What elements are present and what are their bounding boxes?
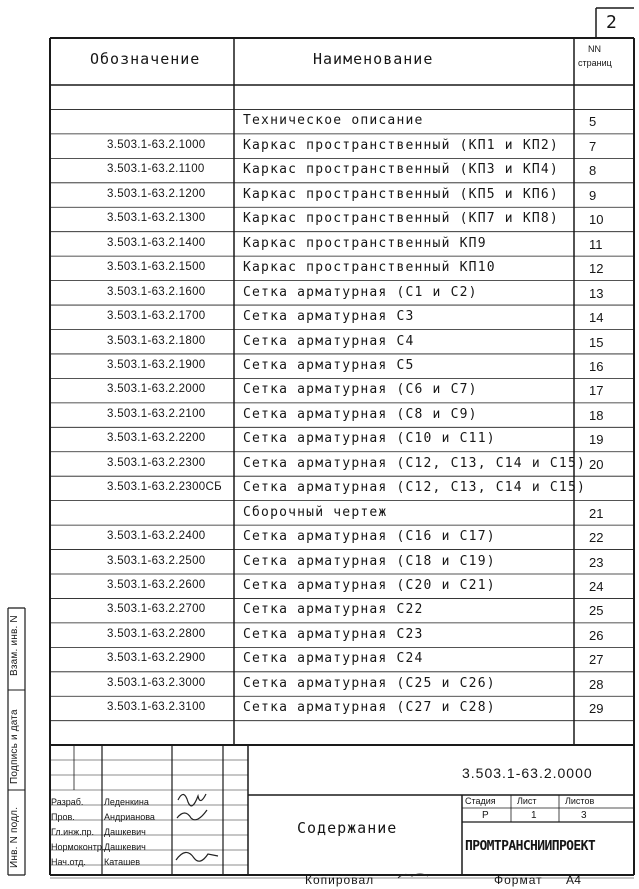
row-name: Сетка арматурная (С10 и С11) xyxy=(243,431,496,447)
row-page-number: 18 xyxy=(589,407,604,423)
row-page-number: 10 xyxy=(589,212,604,228)
row-code: 3.503.1-63.2.2400 xyxy=(107,530,206,543)
row-code: 3.503.1-63.2.1100 xyxy=(107,163,205,176)
row-page-number: 12 xyxy=(589,261,604,277)
column-header-code: Обозначение xyxy=(90,50,201,68)
row-name: Сетка арматурная (С6 и С7) xyxy=(243,382,478,398)
row-page-number: 13 xyxy=(589,285,604,301)
row-code: 3.503.1-63.2.2500 xyxy=(107,554,206,567)
row-code: 3.503.1-63.2.3000 xyxy=(107,676,206,689)
row-page-number: 17 xyxy=(589,383,604,399)
row-code: 3.503.1-63.2.1000 xyxy=(107,138,206,151)
row-name: Сетка арматурная (С27 и С28) xyxy=(243,700,496,716)
column-header-page-line2: страниц xyxy=(578,58,612,68)
sheets-value: 3 xyxy=(581,810,587,821)
format-label: Формат xyxy=(494,873,543,887)
column-header-name: Наименование xyxy=(313,50,434,68)
stage-value: Р xyxy=(482,810,489,821)
row-page-number: 23 xyxy=(589,554,604,570)
row-page-number: 9 xyxy=(589,187,597,203)
side-stamp-inv-podl-label: Инв. N подл. xyxy=(9,806,20,868)
row-code: 3.503.1-63.2.1600 xyxy=(107,285,206,298)
side-stamp-vzam-inv-label: Взам. инв. N xyxy=(9,615,20,676)
row-code: 3.503.1-63.2.1200 xyxy=(107,187,206,200)
row-name: Техническое описание xyxy=(243,113,424,129)
row-code: 3.503.1-63.2.2100 xyxy=(107,407,206,420)
row-name: Сетка арматурная (С8 и С9) xyxy=(243,406,478,422)
row-page-number: 20 xyxy=(589,456,604,472)
column-header-page-line1: NN xyxy=(588,44,601,54)
copied-label: Копировал xyxy=(305,873,375,887)
row-page-number: 26 xyxy=(589,627,604,643)
row-name: Сетка арматурная С24 xyxy=(243,651,424,667)
row-code: 3.503.1-63.2.2300 xyxy=(107,456,206,469)
row-page-number: 15 xyxy=(589,334,604,350)
document-code: 3.503.1-63.2.0000 xyxy=(462,765,593,781)
row-page-number: 27 xyxy=(589,652,604,668)
row-name: Каркас пространственный (КП3 и КП4) xyxy=(243,162,559,178)
row-name: Сетка арматурная С4 xyxy=(243,333,415,349)
row-page-number: 25 xyxy=(589,603,604,619)
row-name: Сборочный чертеж xyxy=(243,504,388,520)
row-page-number: 29 xyxy=(589,701,604,717)
row-name: Сетка арматурная (С16 и С17) xyxy=(243,529,496,545)
row-name: Сетка арматурная (С12, С13, С14 и С15) xyxy=(243,480,587,496)
stage-label: Стадия xyxy=(465,796,496,806)
signature-role: Нач.отд. xyxy=(51,857,86,867)
row-code: 3.503.1-63.2.1800 xyxy=(107,334,206,347)
row-name: Каркас пространственный КП10 xyxy=(243,260,496,276)
row-name: Сетка арматурная С22 xyxy=(243,602,424,618)
row-code: 3.503.1-63.2.1400 xyxy=(107,236,206,249)
row-page-number: 14 xyxy=(589,310,604,326)
organization-name: ПРОМТРАНСНИИПРОЕКТ xyxy=(465,839,596,854)
row-code: 3.503.1-63.2.2200 xyxy=(107,432,206,445)
row-code: 3.503.1-63.2.2900 xyxy=(107,652,206,665)
row-page-number: 11 xyxy=(589,236,603,252)
row-code: 3.503.1-63.2.1500 xyxy=(107,261,206,274)
signature-role: Разраб. xyxy=(51,797,84,807)
row-code: 3.503.1-63.2.2300СБ xyxy=(107,481,222,494)
row-name: Сетка арматурная С5 xyxy=(243,357,415,373)
sheets-label: Листов xyxy=(565,796,595,806)
row-code: 3.503.1-63.2.2800 xyxy=(107,627,206,640)
row-name: Сетка арматурная С23 xyxy=(243,626,424,642)
row-page-number: 8 xyxy=(589,163,597,179)
row-page-number: 7 xyxy=(589,138,597,154)
row-name: Сетка арматурная (С25 и С26) xyxy=(243,675,496,691)
signature-person-name: Леденкина xyxy=(104,797,149,807)
signature-person-name: Дашкевич xyxy=(104,827,146,837)
side-stamp-podpis-data-label: Подпись и дата xyxy=(9,709,20,784)
row-page-number: 22 xyxy=(589,530,604,546)
row-code: 3.503.1-63.2.2000 xyxy=(107,383,206,396)
row-code: 3.503.1-63.2.2600 xyxy=(107,579,206,591)
row-page-number: 28 xyxy=(589,676,604,692)
row-name: Сетка арматурная (С1 и С2) xyxy=(243,284,478,300)
row-code: 3.503.1-63.2.1700 xyxy=(107,310,206,323)
row-page-number: 5 xyxy=(589,114,597,130)
signature-role: Пров. xyxy=(51,812,75,822)
row-code: 3.503.1-63.2.3100 xyxy=(107,701,206,714)
row-code: 3.503.1-63.2.1900 xyxy=(107,358,206,371)
signature-role: Нормоконтр. xyxy=(51,842,105,852)
format-value: А4 xyxy=(566,873,582,887)
row-code: 3.503.1-63.2.2700 xyxy=(107,603,206,616)
row-page-number: 24 xyxy=(589,579,604,594)
row-name: Каркас пространственный КП9 xyxy=(243,235,487,251)
row-name: Сетка арматурная (С18 и С19) xyxy=(243,553,496,569)
document-title: Содержание xyxy=(297,819,398,837)
row-name: Сетка арматурная (С20 и С21) xyxy=(243,578,496,593)
row-name: Каркас пространственный (КП7 и КП8) xyxy=(243,211,559,227)
signature-person-name: Каташев xyxy=(104,857,141,867)
sheet-number: 2 xyxy=(606,12,617,33)
row-page-number: 21 xyxy=(589,505,604,521)
row-name: Каркас пространственный (КП1 и КП2) xyxy=(243,137,559,153)
row-code: 3.503.1-63.2.1300 xyxy=(107,212,206,225)
sheet-value: 1 xyxy=(531,810,537,821)
sheet-label: Лист xyxy=(517,796,537,806)
signature-person-name: Дашкевич xyxy=(104,842,146,852)
signature-role: Гл.инж.пр. xyxy=(51,827,95,837)
signature-person-name: Андрианова xyxy=(104,812,155,822)
row-name: Сетка арматурная (С12, С13, С14 и С15) xyxy=(243,455,587,471)
row-name: Сетка арматурная С3 xyxy=(243,309,415,325)
row-page-number: 19 xyxy=(589,432,604,448)
row-page-number: 16 xyxy=(589,358,604,374)
row-name: Каркас пространственный (КП5 и КП6) xyxy=(243,186,559,202)
